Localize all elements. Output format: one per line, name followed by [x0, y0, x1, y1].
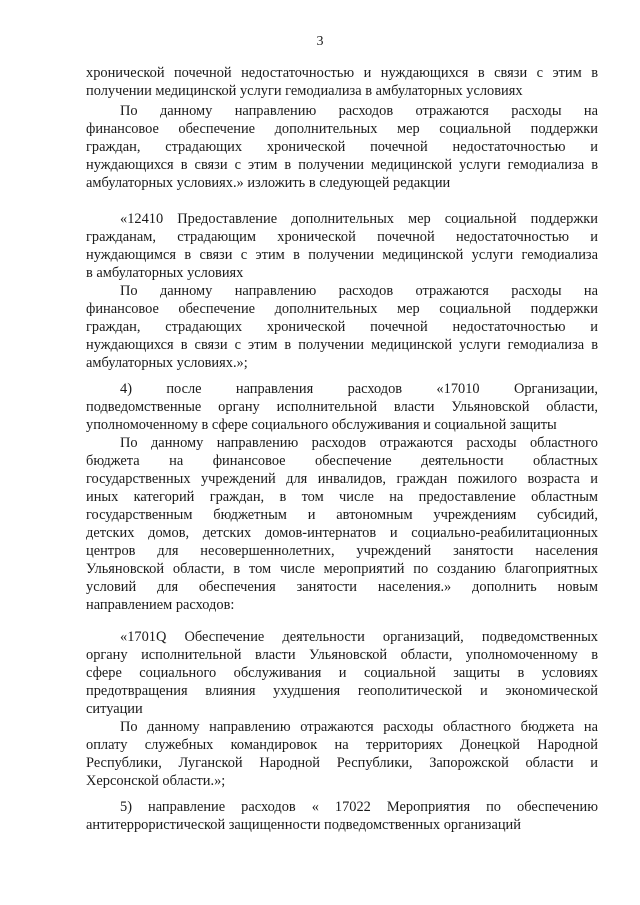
text-line: ситуации [86, 701, 143, 717]
paragraph-1701Q-description [86, 718, 598, 790]
text-line: нуждающихся в связи с этим в получении медицинской услуги гемодиализа в [86, 337, 598, 353]
paragraph-expense-description [86, 102, 598, 192]
paragraph-12410-description [86, 282, 598, 372]
text-line: 5) направление расходов « 17022 Мероприятия по обеспечению [120, 799, 598, 815]
paragraph-1701Q-title [86, 628, 598, 718]
text-line: сфере социального обслуживания и социальной защиты в условиях [86, 665, 598, 681]
text-line: граждан, страдающих хронической почечной недостаточностью и [86, 139, 598, 155]
text-line: получении медицинской услуги гемодиализа в амбулаторных условиях [86, 83, 523, 99]
text-line: финансовое обеспечение дополнительных мер социальной поддержки [86, 121, 598, 137]
text-line: Республики, Луганской Народной Республики, Запорожской области и [86, 755, 598, 771]
text-line: «1701Q Обеспечение деятельности организаций, подведомственных [120, 629, 598, 645]
text-line: По данному направлению отражаются расходы областного бюджета на [120, 719, 598, 735]
text-line: оплату служебных командировок на территориях Донецкой Народной [86, 737, 598, 753]
paragraph-item-5 [86, 798, 598, 834]
text-line: гражданам, страдающим хронической почечной недостаточностью и [86, 229, 598, 245]
text-line: хронической почечной недостаточностью и нуждающихся в связи с этим в [86, 65, 598, 81]
text-line: государственных учреждений для инвалидов, граждан пожилого возраста и [86, 471, 598, 487]
text-line: Ульяновской области, в том числе мероприятий по созданию благоприятных [86, 561, 598, 577]
text-line: граждан, страдающих хронической почечной недостаточностью и [86, 319, 598, 335]
text-line: По данному направлению расходов отражаются расходы на [120, 103, 598, 119]
text-line: По данному направлению расходов отражаются расходы областного [120, 435, 598, 451]
paragraph-item-4 [86, 380, 598, 434]
text-line: амбулаторных условиях.» изложить в следующей редакции [86, 175, 451, 191]
text-line: органу исполнительной власти Ульяновской области, уполномоченному в [86, 647, 598, 663]
text-line: 4) после направления расходов «17010 Организации, [120, 381, 598, 397]
text-line: центров для несовершеннолетних, учреждений занятости населения [86, 543, 598, 559]
text-line: финансовое обеспечение дополнительных мер социальной поддержки [86, 301, 598, 317]
text-line: антитеррористической защищенности подведомственных организаций [86, 817, 521, 833]
paragraph-17010-description [86, 434, 598, 614]
text-line: условий для обеспечения занятости населения.» дополнить новым [86, 579, 598, 595]
paragraph-continuation [86, 64, 598, 100]
text-line: иных категорий граждан, в том числе на предоставление областным [86, 489, 598, 505]
paragraph-12410-title [86, 210, 598, 282]
text-line: нуждающихся в связи с этим в получении медицинской услуги гемодиализа в [86, 157, 598, 173]
text-line: уполномоченному в сфере социального обслуживания и социальной защиты [86, 417, 557, 433]
text-line: предотвращения влияния ухудшения геополитической и экономической [86, 683, 598, 699]
text-line: в амбулаторных условиях [86, 265, 244, 281]
text-line: амбулаторных условиях.»; [86, 355, 248, 371]
text-line: «12410 Предоставление дополнительных мер социальной поддержки [120, 211, 598, 227]
text-line: направлением расходов: [86, 597, 235, 613]
text-line: нуждающимся в связи с этим в получении медицинской услуги гемодиализа [86, 247, 598, 263]
text-line: По данному направлению расходов отражаются расходы на [120, 283, 598, 299]
text-line: детских домов, детских домов-интернатов и социально-реабилитационных [86, 525, 598, 541]
page-number: 3 [316, 34, 324, 49]
text-line: Херсонской области.»; [86, 773, 226, 789]
text-line: бюджета на финансовое обеспечение деятельности областных [86, 453, 598, 469]
text-line: государственным бюджетным и автономным учреждениям субсидий, [86, 507, 598, 523]
text-line: подведомственные органу исполнительной власти Ульяновской области, [86, 399, 598, 415]
